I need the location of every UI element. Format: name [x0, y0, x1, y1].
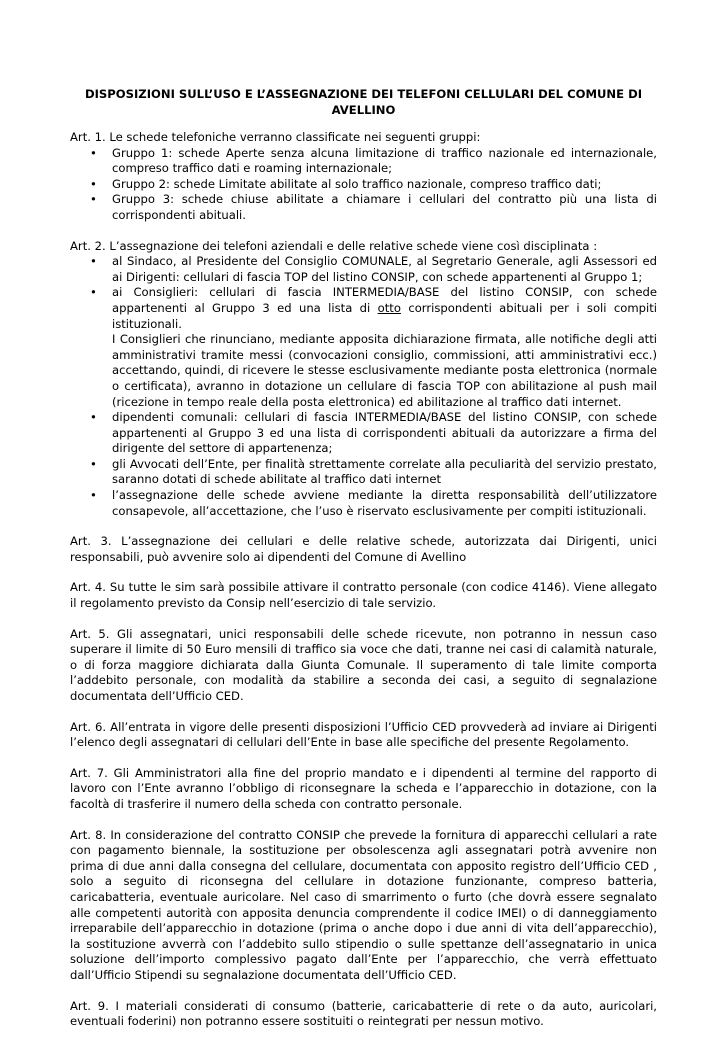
article-6: Art. 6. All’entrata in vigore delle presenti disposizioni l’Ufficio CED provvederà ad inviare ai Dirigenti l’elenco degli assegnatari di cellulari dell’Ente in base alle specifiche del presente Regolamento. [70, 719, 657, 750]
list-item-text: corrispondenti abituali per i soli compiti istituzionali. [112, 300, 657, 331]
article-2 [70, 239, 657, 520]
list-item: • dipendenti comunali: cellulari di fascia INTERMEDIA/BASE del listino CONSIP, con schede appartenenti al Gruppo 3 ed una lista di corrispondenti abituali da autorizzare a firma del dirigente del settore di appartenenza; [112, 410, 657, 457]
article-5: Art. 5. Gli assegnatari, unici responsabili delle schede ricevute, non potranno in nessun caso superare il limite di 50 Euro mensili di traffico sia voce che dati, tranne nei casi di calamità naturale, o di forza maggiore dichiarata dalla Giunta Comunale. Il superamento di tale limite comporta l’addebito personale, con modalità da stabilire a seconda dei casi, a seguito di segnalazione documentata dell’Ufficio CED. [70, 626, 657, 703]
article-7: Art. 7. Gli Amministratori alla fine del proprio mandato e i dipendenti al termine del rapporto di lavoro con l’Ente avranno l’obbligo di riconsegnare la scheda e l’apparecchio in dotazione, con la facoltà di trasferire il numero della scheda con contratto personale. [70, 765, 657, 811]
list-item: • l’assegnazione delle schede avviene mediante la diretta responsabilità dell’utilizzatore consapevole, all’accettazione, che l’uso è riservato esclusivamente per compiti istituzionali. [112, 488, 657, 519]
list-item-text: ai Consiglieri: cellulari di fascia INTERMEDIA/BASE del listino CONSIP, con schede appartenenti al Gruppo 3 ed una lista di [112, 285, 657, 315]
article-2-intro: Art. 2. L’assegnazione dei telefoni aziendali e delle relative schede viene così disciplinata : [70, 238, 598, 253]
article-1-list [70, 146, 657, 224]
article-3: Art. 3. L’assegnazione dei cellulari e delle relative schede, autorizzata dai Dirigenti, unici responsabili, può avvenire solo ai dipendenti del Comune di Avellino [70, 534, 657, 564]
document-page [70, 86, 657, 1045]
underlined-word: otto [377, 300, 401, 315]
article-8: Art. 8. In considerazione del contratto CONSIP che prevede la fornitura di apparecchi cellulari a rate con pagamento biennale, la sostituzione per obsolescenza agli assegnatari potrà avvenire non prima di due anni dalla consegna del cellulare, documentata con apposito registro dell’Ufficio CED , solo a seguito di riconsegna del cellulare in dotazione funzionante, compreso batteria, caricabatteria, eventuale auricolare. Nel caso di smarrimento o furto (che dovrà essere segnalato alle competenti autorità con apposita denuncia comprendente il codice IMEI) o di danneggiamento irreparabile dell’apparecchio in dotazione (prima o anche dopo i due anni di vita dell’apparecchio), la sostituzione avverrà con l’addebito sullo stipendio o sulle spettanze dell’assegnatario in unica soluzione dell’importo complessivo pagato dall’Ente per l’apparecchio, che verrà effettuato dall’Ufficio Stipendi su segnalazione documentata dell’Ufficio CED. [70, 827, 657, 982]
list-item: • Gruppo 3: schede chiuse abilitate a chiamare i cellulari del contratto più una lista di corrispondenti abituali. [112, 192, 657, 223]
list-item: • Gruppo 2: schede Limitate abilitate al solo traffico nazionale, compreso traffico dati; [112, 177, 657, 193]
list-item: • al Sindaco, al Presidente del Consiglio COMUNALE, al Segretario Generale, agli Assessori ed ai Dirigenti: cellulari di fascia TOP del listino CONSIP, con schede appartenenti al Gruppo 1; [112, 254, 657, 285]
list-item: • gli Avvocati dell’Ente, per finalità strettamente correlate alla peculiarità del servizio prestato, saranno dotati di schede abilitate al traffico dati internet [112, 457, 657, 488]
document-title: DISPOSIZIONI SULL’USO E L’ASSEGNAZIONE DEI TELEFONI CELLULARI DEL COMUNE DI AVELLINO [84, 87, 643, 117]
article-4: Art. 4. Su tutte le sim sarà possibile attivare il contratto personale (con codice 4146). Viene allegato il regolamento previsto da Consip nell’esercizio di tale servizio. [70, 580, 657, 611]
article-9: Art. 9. I materiali considerati di consumo (batterie, caricabatterie di rete o da auto, auricolari, eventuali foderini) non potranno essere sostituiti o reintegrati per nessun motivo. [70, 998, 657, 1029]
list-item: • Gruppo 1: schede Aperte senza alcuna limitazione di traffico nazionale ed internazionale, compreso traffico dati e roaming internazionale; [112, 146, 657, 177]
article-1 [70, 130, 657, 224]
list-item-paragraph: I Consiglieri che rinunciano, mediante apposita dichiarazione firmata, alle notifiche degli atti amministrativi tramite messi (convocazioni consiglio, commissioni, atti amministrativi ecc.) accettando, quindi, di ricevere le stesse esclusivamente mediante posta elettronica (normale o certificata), avranno in dotazione un cellulare di fascia TOP con abilitazione al push mail (ricezione in tempo reale della posta elettronica) ed abilitazione al traffico dati internet. [112, 332, 657, 409]
article-1-intro: Art. 1. Le schede telefoniche verranno classificate nei seguenti gruppi: [70, 130, 481, 144]
article-2-list [70, 254, 657, 519]
list-item [112, 285, 657, 410]
